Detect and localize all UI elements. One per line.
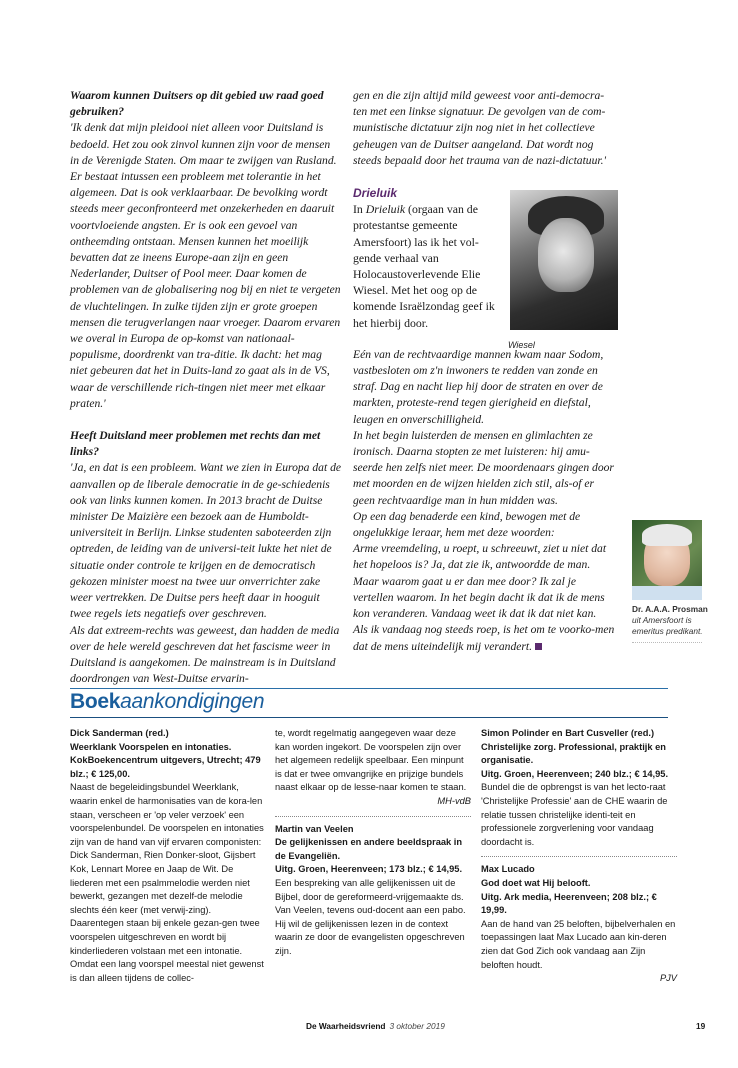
author-caption-divider [632,642,702,643]
story-paragraph: Arme vreemdeling, u roept, u schreeuwt, ziet u niet dat het hopeloos is? Ja, dat zie ik, antwoordde de man. Maar waarom gaat u er dan mee door? Ik zal je vertellen waarom. In het begin dacht ik dat ik de mens kon veranderen. Vandaag weet ik dat ik dat niet kan. [353,542,607,621]
publication-date: 3 oktober 2019 [389,1021,445,1031]
section-title-italic: aankondigingen [120,690,265,713]
book-meta: Uitg. Ark media, Heerenveen; 208 blz.; € 19,99. [481,891,657,916]
book-review-text: Naast de begeleidingsbundel Weerklank, waarin enkel de harmonisaties van de kora-len staan, verscheen er 'op veler verzoek' een voorspelenbundel. De voorspelen en intonaties zijn van de hand van vijf ervaren componisten: Dick Sanderman, Rien Donker-sloot, Gijsbert Kok, Lennart Moree en Jaap de Wit. De liederen met een psalmmelodie werden niet bewerkt, gezangen met dezelf-de melodie slechts één keer (met verwij-zing). Daarentegen staan bij enkele gezan-gen twee voorspelen uitgeschreven en wordt bij kinderliederen volstaan met een intonatie. Omdat een lang voorspel meestal niet gewenst is dan alleen tijdens de collec- [70,782,264,983]
interview-answer: 'Ik denk dat mijn pleidooi niet alleen voor Duitsland is bedoeld. Het zou ook zinvol kunnen zijn voor de mensen in de Verenigde Staten. Om maar te zwijgen van Rusland. Er bestaat intussen een probleem met tolerantie in het algemeen. Dat is ook verklaarbaar. De bevolking wordt steeds meer geconfronteerd met onzekerheden en daaruit voortvloeiende angsten. Er is ook een gevoel van ontheemding ontstaan. Mensen kunnen het moeilijk bevatten dat ze ineens Europe-aan zijn en geen Nederlander, Duitser of Pool meer. Daar komen de problemen van de globalisering nog bij en niet te vergeten de vluchtelingen. In zulke tijden zijn er grote groepen mensen die terugverlangen naar vroeger. Daarom ervaren we overal in Europa de op-komst van nationaal-populisme, doordrenkt van tra-ditie. Ik dacht: het mag niet gebeuren dat het in Duits-land zo gaat als in de VS, waar de verschillende rich-tingen niet meer met elkaar praten.' [70,121,341,410]
photo-shirt [632,586,702,600]
review-divider [481,856,677,857]
page-number: 19 [696,1021,706,1031]
story-paragraph [353,622,615,654]
interview-answer: Als dat extreem-rechts was geweest, dan hadden de media over de hele wereld geschreven dat het fascisme weer in Duitsland is aangekomen. De mainstream is in Duitsland doordrongen van West-Duitse ervarin- [70,623,340,686]
section-title-bold: Boek [70,690,121,713]
book-meta: Uitg. Groen, Heerenveen; 173 blz.; € 14,95. [275,864,463,875]
book-meta: Simon Polinder en Bart Cusveller (red.) [481,728,655,738]
interview-question: Heeft Duitsland meer problemen met rechts dan met links? [70,429,321,459]
book-meta: De gelijkenissen en andere beeldspraak in de Evangeliën. [275,837,463,861]
author-bio: uit Amersfoort is emeritus predikant. [632,615,703,636]
book-meta: Dick Sanderman (red.) [70,728,169,738]
photo-face [538,218,594,292]
book-review-text: te, wordt regelmatig aangegeven waar deze kan worden ingekort. De voorspelen zijn over het algemeen redelijk speelbaar. Een minpunt is dat er twee omvangrijke en prijzige bundels naast elkaar op de lesse-naar komen te staan. [275,728,467,793]
intro-publication-name: Drieluik [365,202,406,217]
wiesel-caption: Wiesel [508,340,535,350]
story-paragraph: Op een dag benaderde een kind, bewogen met de ongelukkige leraar, hem met deze woorden: [353,509,581,540]
book-column [70,727,266,985]
book-meta: Max Lucado [481,864,535,875]
photo-hair [642,524,692,546]
wiesel-photo [510,190,618,330]
end-of-article-icon [535,643,542,650]
author-name: Dr. A.A.A. Prosman [632,604,708,614]
drieluik-heading: Drieluik [353,186,398,201]
interview-answer-continuation: gen en die zijn altijd mild geweest voor anti-democra-ten met een linkse signatuur. De gevolgen van de com-munistische dictatuur zijn nog niet in het collectieve geheugen van de Duitser aangeland. Dat wordt nog steeds bepaald door het trauma van de nazi-dictatuur.' [353,89,607,167]
reviewer-signature: PJV [659,973,677,984]
article-left-column [70,88,342,687]
book-meta: Weerklank Voorspelen en intonaties. [70,741,232,752]
section-bottom-rule [70,717,668,718]
story-paragraph: In het begin luisterden de mensen en glimlachten ze ironisch. Daarna stopten ze met luisteren: hij amu-seerde hen zelfs niet meer. De moordenaars gingen door met moorden en de wijzen hielden zich stil, als-of er geen rechtvaardige man in hun midden was. [353,428,614,507]
book-meta: Uitg. Groen, Heerenveen; 240 blz.; € 14,95. [481,768,669,779]
author-caption [632,604,712,637]
book-meta: God doet wat Hij belooft. [481,877,591,888]
book-column [481,727,677,986]
review-divider [275,816,471,817]
book-review-text: Aan de hand van 25 beloften, bijbelverhalen en toepassingen laat Max Lucado aan kin-deren zien dat God Zich ook vandaag aan Zijn beloften houdt. [481,918,676,970]
reviewer-signature: MH-vdB [437,795,471,806]
interview-answer: 'Ja, en dat is een probleem. Want we zien in Europa dat de aanvallen op de liberale democratie in de ge-schiedenis ook van links kunnen komen. In 2013 bracht de Duitse minister De Maizière een bezoek aan de Humboldt-universiteit in Berlijn. Linkse studenten saboteerden zijn optreden, de leiding van de universi-teit lukte het niet de situatie onder controle te krijgen en de democratisch gekozen minister moest na twee uur onverrichter zake weer vertrekken. De Duitse pers heeft daar in hooguit twee regels iets negatiefs over geschreven. [70,461,342,621]
book-meta: Martin van Veelen [275,823,354,834]
book-meta: KokBoekencentrum uitgevers, Utrecht; 479 blz.; € 125,00. [70,755,261,779]
book-review-text: Een bespreking van alle gelijkenissen uit de Bijbel, door de gereformeerd-vrijgemaakte ds. Van Veelen, tevens oud-docent aan een pabo. Hij wil de gelijkenissen lezen in de context waarin ze door de evangelisten opgeschreven zijn. [275,877,466,956]
story-last-line: Als ik vandaag nog steeds roep, is het om te voorko-men dat de mens uiteindelijk mij verandert. [353,623,615,653]
story-paragraph: Eén van de rechtvaardige mannen kwam naar Sodom, vastbesloten om z'n inwoners te redden van zonde en straf. Dag en nacht liep hij door de straten en over de markten, proteste-rend tegen gierigheid en diefstal, leugen en onverschilligheid. [353,347,604,426]
page-footer [306,1021,445,1031]
section-title [70,690,264,714]
intro-prefix: In [353,202,366,217]
book-column [275,727,471,959]
author-photo [632,520,702,600]
publication-name: De Waarheidsvriend [306,1021,386,1031]
intro-rest: (orgaan van de protestantse gemeente Amersfoort) las ik het vol-gende verhaal van Holocaustoverlevende Elie Wiesel. Met het oog op de komende Israëlzondag geef ik het hierbij door. [353,202,495,330]
book-meta: Christelijke zorg. Professional, praktijk en organisatie. [481,741,666,766]
drieluik-intro [353,201,501,331]
interview-question: Waarom kunnen Duitsers op dit gebied uw raad goed gebruiken? [70,89,324,119]
section-top-rule [70,688,668,689]
book-review-text: Bundel die de opbrengst is van het lecto-raat 'Christelijke Professie' aan de CHE waarin de relatie tussen christelijke identi-teit en professionele zorgverlening voor vandaag doordacht is. [481,782,668,847]
